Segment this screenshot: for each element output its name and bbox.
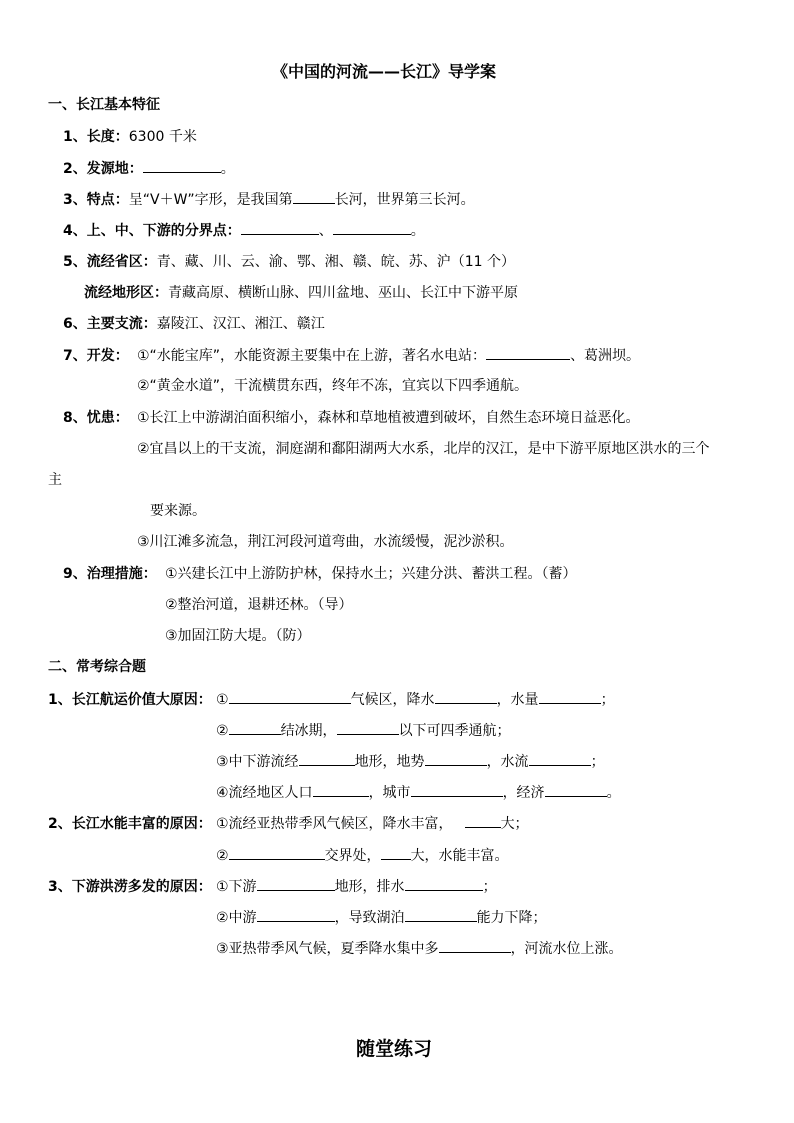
q3-line1 xyxy=(48,876,497,896)
item-feature-label: 3、特点： xyxy=(63,192,129,208)
q3-l2-b: ，导致湖泊 xyxy=(334,910,405,926)
item-boundary xyxy=(63,220,425,240)
item-measures-line1: ①兴建长江中上游防护林，保持水土；兴建分洪、蓄洪工程。（蓄） xyxy=(165,566,577,582)
blank-q1-flow xyxy=(529,751,591,766)
q1-l1-c: ，水量 xyxy=(496,692,539,708)
item-problems-2: ②宜昌以上的干支流，洞庭湖和鄱阳湖两大水系，北岸的汉江，是中下游平原地区洪水的三个 xyxy=(137,441,710,457)
item-development-2: ②“黄金水道”，干流横贯东西，终年不冻，宜宾以下四季通航。 xyxy=(137,378,529,394)
q1-l3-c: ，水流 xyxy=(486,754,529,770)
blank-q1-climate xyxy=(229,689,351,704)
item-problems-1 xyxy=(63,408,640,428)
section-heading-comprehensive: 二、常考综合题 xyxy=(48,659,146,675)
item-problems-3: ③川江滩多流急，荆江河段河道弯曲，水流缓慢，泥沙淤积。 xyxy=(137,534,514,550)
q1-l3-b: 地形，地势 xyxy=(354,754,425,770)
item-terrain-value: 青藏高原、横断山脉、四川盆地、巫山、长江中下游平原 xyxy=(168,285,518,301)
item-measures-1 xyxy=(63,564,577,584)
q3-l2-c: 能力下降； xyxy=(476,910,547,926)
q3-l3-a: ③亚热带季风气候，夏季降水集中多 xyxy=(216,941,439,957)
item-development-line1: ①“水能宝库”，水能资源主要集中在上游，著名水电站： xyxy=(137,348,487,364)
q1-l2-b: 结冰期， xyxy=(280,723,337,739)
q1-l1-b: 气候区，降水 xyxy=(350,692,435,708)
blank-q2-drop xyxy=(465,813,501,828)
q2-line2 xyxy=(216,845,509,865)
blank-q3-lake xyxy=(405,907,477,922)
q3-l1-b: 地形，排水 xyxy=(334,879,405,895)
item-source xyxy=(63,158,235,178)
q3-label: 3、下游洪涝多发的原因： xyxy=(48,879,212,895)
blank-source xyxy=(143,158,221,173)
item-length-value: 6300 千米 xyxy=(128,129,197,145)
item-feature-after: 长河，世界第三长河。 xyxy=(334,192,475,208)
section-heading-basic-features: 一、长江基本特征 xyxy=(48,97,160,113)
q1-line3 xyxy=(216,751,605,771)
item-development-line1-end: 、葛洲坝。 xyxy=(570,348,641,364)
item-boundary-label: 4、上、中、下游的分界点： xyxy=(63,223,241,239)
q1-l4-a: ④流经地区人口 xyxy=(216,785,313,801)
item-source-end: 。 xyxy=(220,161,235,177)
blank-q1-terrain xyxy=(425,751,487,766)
q1-line2 xyxy=(216,720,511,740)
q3-l2-a: ②中游 xyxy=(216,910,257,926)
blank-q1-volume xyxy=(539,689,601,704)
item-feature xyxy=(63,189,475,209)
item-tributaries-value: 嘉陵江、汉江、湘江、赣江 xyxy=(156,316,325,332)
q1-l2-c: 以下可四季通航； xyxy=(398,723,511,739)
item-problems-label: 8、忧患： xyxy=(63,410,129,426)
blank-q1-economy xyxy=(545,782,607,797)
q2-l2-a: ② xyxy=(216,848,229,864)
item-length xyxy=(63,127,197,147)
blank-q2-drop2 xyxy=(381,845,411,860)
item-development-1 xyxy=(63,345,640,365)
q1-label: 1、长江航运价值大原因： xyxy=(48,692,212,708)
q2-l1-b: 大； xyxy=(500,816,529,832)
item-measures-3: ③加固江防大堤。（防） xyxy=(165,628,311,644)
item-development-label: 7、开发： xyxy=(63,348,129,364)
item-measures-label: 9、治理措施： xyxy=(63,566,157,582)
q2-label: 2、长江水能丰富的原因： xyxy=(48,816,212,832)
item-boundary-sep: 、 xyxy=(318,223,333,239)
item-source-label: 2、发源地： xyxy=(63,161,143,177)
blank-hydropower xyxy=(486,345,570,360)
q2-l2-c: 大，水能丰富。 xyxy=(410,848,509,864)
item-problems-line1: ①长江上中游湖泊面积缩小，森林和草地植被遭到破坏，自然生态环境日益恶化。 xyxy=(137,410,640,426)
q1-l1-d: ； xyxy=(600,692,615,708)
item-problems-2-wrap: 主 xyxy=(48,472,62,488)
blank-rank xyxy=(293,189,335,204)
item-feature-before: 呈“V＋W”字形，是我国第 xyxy=(128,192,293,208)
blank-boundary-1 xyxy=(241,220,319,235)
q1-l4-b: ，城市 xyxy=(368,785,411,801)
blank-q1-cities xyxy=(411,782,503,797)
item-boundary-end: 。 xyxy=(410,223,425,239)
q3-l3-b: ，河流水位上涨。 xyxy=(510,941,623,957)
item-length-label: 1、长度： xyxy=(63,129,129,145)
blank-q1-precip xyxy=(435,689,497,704)
q1-l2-a: ② xyxy=(216,723,229,739)
q1-l3-a: ③中下游流经 xyxy=(216,754,299,770)
blank-q1-city xyxy=(337,720,399,735)
blank-q3-midstream xyxy=(257,907,335,922)
q3-l1-a: ①下游 xyxy=(216,879,257,895)
q1-l3-d: ； xyxy=(590,754,605,770)
q3-line3 xyxy=(216,938,623,958)
q1-line4 xyxy=(216,782,621,802)
q3-line2 xyxy=(216,907,547,927)
blank-q2-junction xyxy=(229,845,325,860)
item-tributaries-label: 6、主要支流： xyxy=(63,316,157,332)
item-provinces xyxy=(63,252,515,272)
q2-l1-a: ①流经亚热带季风气候区，降水丰富， xyxy=(216,816,453,832)
page-title: 《中国的河流——长江》导学案 xyxy=(272,62,497,81)
q1-l1-a: ① xyxy=(216,692,229,708)
q2-l2-b: 交界处， xyxy=(324,848,381,864)
item-provinces-value: 青、藏、川、云、渝、鄂、湘、赣、皖、苏、沪（11 个） xyxy=(156,254,516,270)
q3-l1-c: ； xyxy=(482,879,497,895)
blank-q3-drainage xyxy=(405,876,483,891)
item-provinces-label: 5、流经省区： xyxy=(63,254,157,270)
q1-l4-c: ，经济 xyxy=(502,785,545,801)
item-terrain-label: 流经地形区： xyxy=(84,285,168,301)
blank-q1-landform xyxy=(299,751,355,766)
q1-l4-d: 。 xyxy=(606,785,621,801)
q2-line1 xyxy=(48,813,529,833)
item-tributaries xyxy=(63,314,325,334)
blank-boundary-2 xyxy=(333,220,411,235)
item-problems-2-cont: 要来源。 xyxy=(150,503,206,519)
blank-q3-rain xyxy=(439,938,511,953)
blank-q3-landform xyxy=(257,876,335,891)
q1-line1 xyxy=(48,689,615,709)
item-measures-2: ②整治河道，退耕还林。（导） xyxy=(165,597,353,613)
practice-heading: 随堂练习 xyxy=(356,1038,433,1060)
item-terrain xyxy=(84,283,518,303)
blank-q1-ice xyxy=(229,720,281,735)
blank-q1-population xyxy=(313,782,369,797)
